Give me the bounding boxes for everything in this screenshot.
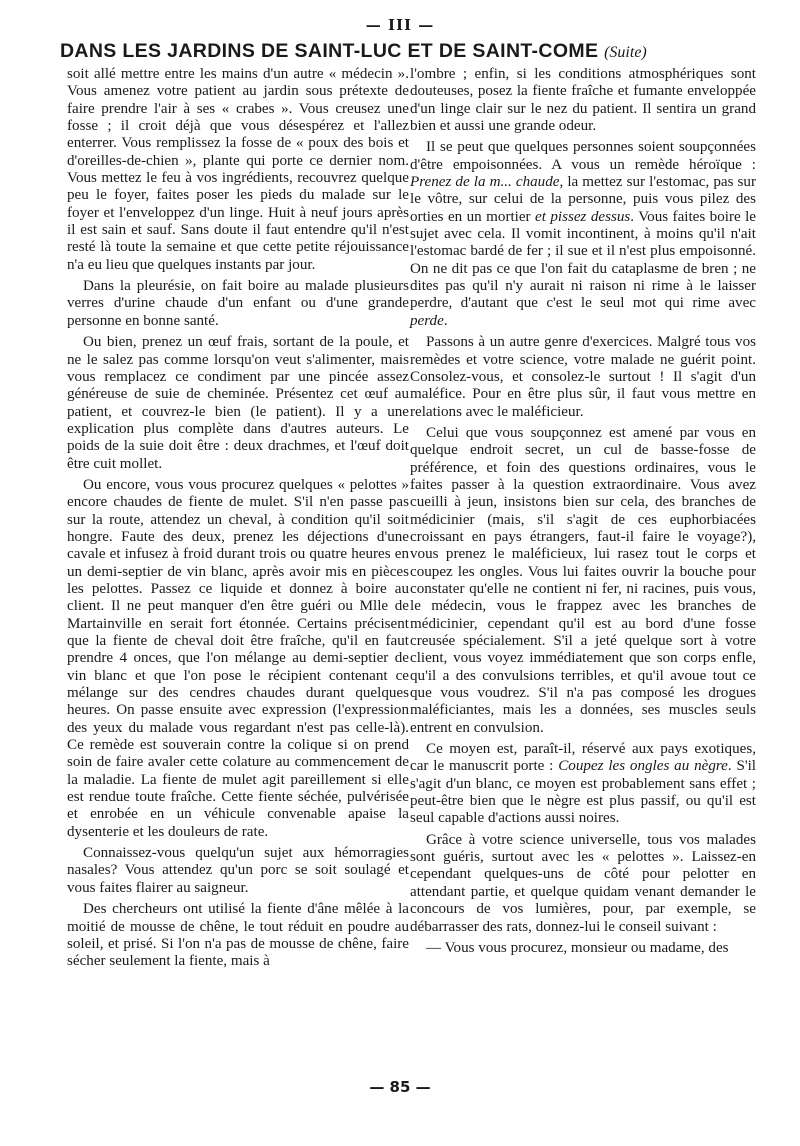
italic-run: Prenez de la m... chaude bbox=[410, 174, 560, 191]
italic-run: et pissez dessus bbox=[535, 208, 631, 225]
paragraph: Celui que vous soupçonnez est amené par vous en quelque endroit secret, un cul de basse-fosse de préférence, et foin des questions ordinaires, vous le faites passer à la question extraordinaire. Vous avez cueilli à jeun, insistons bien sur cela, des branches de médicinier (mais, s'il s'agit de ces euphorbiacées croissant en pays étrangers, faut-il faire le voyage?), vous prenez le maléficieux, lui rasez tout le corps et coupez les ongles. Vous lui faites ouvrir la bouche pour constater qu'elle ne contient ni fer, ni racines, puis vous, le médecin, vous le frappez avec les branches de médicinier, cependant qu'il est au bord d'une fosse creusée spécialement. S'il a jeté quelque sort à votre client, vous voyez immédiatement que son corps enfle, qu'il a des convulsions terribles, et qu'il avoue tout ce que vous voudrez. S'il n'a pas composé les drogues maléficiantes, mais les a données, ses muscles seuls entrent en convulsion. bbox=[410, 424, 756, 736]
paragraph: soit allé mettre entre les mains d'un autre « médecin ». Vous amenez votre patient au jardin sous prétexte de faire prendre l'air à ses « crabes ». Vous creusez une fosse ; il croit déjà que vous désespérez et l'allez enterrer. Vous remplissez la fosse de « poux des bois et d'oreilles-de-chien », plante qui porte ce dernier nom. Vous mettez le feu à vos ingrédients, recouvrez quelque peu le foyer, faites poser les pieds du malade sur le foyer et l'enveloppez d'un linge. Huit à neuf jours après il est sain et sauf. Sans doute il faut entendre qu'il n'est resté là toute la semaine et que cette petite réjouissance n'a eu lieu que quelques instants par jour. bbox=[67, 66, 409, 273]
paragraph: Ou bien, prenez un œuf frais, sortant de la poule, et ne le salez pas comme lorsqu'on veut s'alimenter, mais vous remplacez ce condiment par une pincée assez généreuse de suie de cheminée. Présentez cet œuf au patient, et couvrez-le bien (le patient). Il y a une explication plus complète dans d'autres auteurs. Le poids de la suie doit être : deux drachmes, et l'œuf doit être cuit mollet. bbox=[67, 334, 409, 472]
paragraph: Dans la pleurésie, on fait boire au malade plusieurs verres d'urine chaude d'un enfant ou d'une grande personne en bonne santé. bbox=[67, 278, 409, 329]
text-run: Il se peut que quelques personnes soient soupçonnées d'être empoisonnées. A vous un remède héroïque : bbox=[410, 139, 756, 173]
paragraph: l'ombre ; enfin, si les conditions atmosphériques sont douteuses, posez la fiente fraîche et fumante enveloppée d'un linge clair sur le nez du patient. Il sentira un grand bien et aussi une grande odeur. bbox=[410, 66, 756, 135]
text-run: . Vous faites boire le sujet avec cela. Il vomit incontinent, à moins qu'il n'ait l'estomac bardé de fer ; il sue et il n'est plus empoisonné. On ne dit pas ce que l'on fait du cataplasme de bren ; ne dites pas qu'il n'y aurait ni raison ni rime à le laisser perdre, d'autant que c'est le seul mot qui rime avec bbox=[410, 208, 756, 312]
text-run: Ce moyen est, paraît-il, réservé aux pays exotiques, car le manuscrit porte : bbox=[410, 741, 756, 775]
paragraph: Connaissez-vous quelqu'un sujet aux hémorragies nasales? Vous attendez qu'un porc se soit soulagé et vous faites flairer au saigneur. bbox=[67, 845, 409, 896]
paragraph: Ou encore, vous vous procurez quelques « pelottes » encore chaudes de fiente de mulet. S'il n'en passe pas sur la route, attendez un cheval, à condition qu'il soit hongre. Faute des deux, prenez les déjections d'une cavale et infusez à froid durant trois ou quatre heures en un demi-septier de vin blanc, après avoir mis en pièces les pelottes. Passez ce liquide et donnez à boire au client. Il ne peut manquer d'en être guéri ou Mlle de Martainville en serait fort étonnée. Certains précisent que la fiente de cheval doit être fraîche, qu'il en faut prendre 4 onces, que l'on mélange au demi-septier de vin blanc et que l'on pose le récipient contenant ce mélange sur des cendres chaudes durant quelques heures. On passe ensuite avec expression (l'expression des yeux du malade vous regardant n'est pas celle-là). Ce remède est souverain contre la colique si on prend soin de faire avaler cette colature au commencement de la maladie. La fiente de mulet agit pareillement si elle est rendue toute fraîche. Cette fiente séchée, pulvérisée et enrobée en un véhicule convenable apaise la dysenterie et les douleurs de rate. bbox=[67, 476, 409, 840]
italic-run: Coupez les ongles au nègre bbox=[558, 758, 728, 775]
section-number: — III — bbox=[365, 16, 435, 34]
right-column bbox=[410, 66, 756, 961]
paragraph bbox=[410, 139, 756, 330]
paragraph: — Vous vous procurez, monsieur ou madame, des bbox=[426, 939, 729, 956]
text-run: . bbox=[443, 312, 448, 329]
paragraph bbox=[410, 741, 756, 828]
text-run: . S'il s'agit d'un blanc, ce moyen est probablement sans effet ; peut-être bien que le nègre est plus passif, ou qu'il est seul capable d'actions aussi noires. bbox=[410, 758, 756, 827]
paragraph: Grâce à votre science universelle, tous vos malades sont guéris, surtout avec les « pelottes ». Laissez-en cependant quelques-uns de côté pour pelotter en attendant partie, et quelque quidam venant demander le concours de vos lumières, pour, par exemple, se débarrasser des rats, donnez-lui le conseil suivant : bbox=[410, 831, 756, 935]
title-text: DANS LES JARDINS DE SAINT-LUC ET DE SAINT-COME bbox=[60, 40, 599, 62]
title-suffix: (Suite) bbox=[604, 44, 647, 61]
page-number: — 85 — bbox=[369, 1078, 431, 1096]
text-run: , la mettez sur l'estomac, pas sur le vôtre, sur celui de la personne, puis vous pilez des orties en un mortier bbox=[410, 174, 756, 225]
left-column bbox=[67, 66, 409, 975]
article-title bbox=[60, 40, 760, 63]
paragraph: Des chercheurs ont utilisé la fiente d'âne mêlée à la moitié de mousse de chêne, le tout réduit en poudre au soleil, et prisé. Si l'on n'a pas de mousse de chêne, faire sécher seulement la fiente, mais à bbox=[67, 901, 409, 970]
italic-run: perde bbox=[410, 312, 444, 329]
paragraph: Passons à un autre genre d'exercices. Malgré tous vos remèdes et votre science, votre malade ne guérit point. Consolez-vous, et consolez-le surtout ! Il s'agit d'un maléfice. Pour en être plus sûr, il faut vous mettre en relations avec le maléficieur. bbox=[410, 334, 756, 420]
